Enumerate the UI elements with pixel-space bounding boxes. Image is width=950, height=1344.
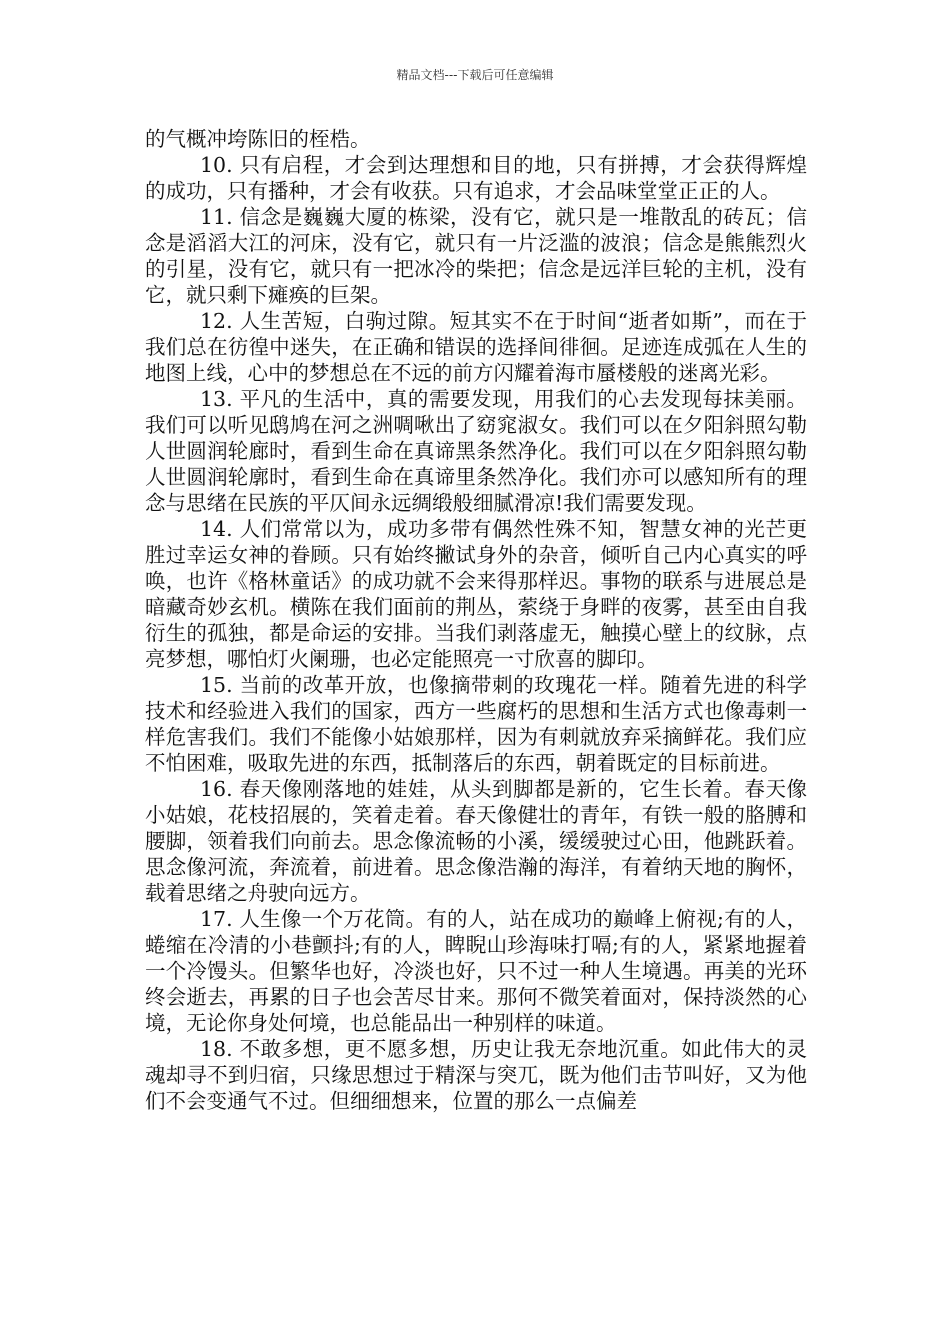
paragraph-continuation: 的气概冲垮陈旧的桎梏。 <box>145 127 371 151</box>
paragraph-18: 18. 不敢多想，更不愿多想，历史让我无奈地沉重。如此伟大的灵魂却寻不到归宿，只缘思想过于精深与突兀，既为他们击节叫好，又为他们不会变通气不过。但细细想来，位置的那么一点偏差 <box>145 1037 807 1113</box>
paragraph-17: 17. 人生像一个万花筒。有的人，站在成功的巅峰上俯视;有的人，蜷缩在冷清的小巷颤抖;有的人，睥睨山珍海味打嗝;有的人，紧紧地握着一个冷馒头。但繁华也好，冷淡也好，只不过一种人生境遇。再美的光环终会逝去，再累的日子也会苦尽甘来。那何不微笑着面对，保持淡然的心境，无论你身处何境，也总能品出一种别样的味道。 <box>145 907 807 1035</box>
paragraph-15: 15. 当前的改革开放，也像摘带刺的玫瑰花一样。随着先进的科学技术和经验进入我们的国家，西方一些腐朽的思想和生活方式也像毒刺一样危害我们。我们不能像小姑娘那样，因为有刺就放弃采摘鲜花。我们应不怕困难，吸取先进的东西，抵制落后的东西，朝着既定的目标前进。 <box>145 673 807 775</box>
paragraph-13: 13. 平凡的生活中，真的需要发现，用我们的心去发现每抹美丽。我们可以听见鸱鸠在河之洲啁啾出了窈窕淑女。我们可以在夕阳斜照勾勒人世圆润轮廊时，看到生命在真谛黑条然净化。我们可以在夕阳斜照勾勒人世圆润轮廓时，看到生命在真谛里条然净化。我们亦可以感知所有的理念与思绪在民族的平仄间永远绸缎般细腻滑凉!我们需要发现。 <box>145 387 807 515</box>
paragraph-10: 10. 只有启程，才会到达理想和目的地，只有拼搏，才会获得辉煌的成功，只有播种，才会有收获。只有追求，才会品味堂堂正正的人。 <box>145 153 807 203</box>
paragraph-14: 14. 人们常常以为，成功多带有偶然性殊不知，智慧女神的光芒更胜过幸运女神的眷顾。只有始终撇试身外的杂音，倾听自己内心真实的呼唤，也许《格林童话》的成功就不会来得那样迟。事物的联系与进展总是暗藏奇妙玄机。横陈在我们面前的荆丛，萦绕于身畔的夜雾，甚至由自我衍生的孤独，都是命运的安排。当我们剥落虚无，触摸心壁上的纹脉，点亮梦想，哪怕灯火阑珊，也必定能照亮一寸欣喜的脚印。 <box>145 517 807 671</box>
document-body <box>145 126 807 1114</box>
page-header: 精品文档---下载后可任意编辑 <box>396 68 554 82</box>
paragraph-16: 16. 春天像刚落地的娃娃，从头到脚都是新的，它生长着。春天像小姑娘，花枝招展的，笑着走着。春天像健壮的青年，有铁一般的胳膊和腰脚，领着我们向前去。思念像流畅的小溪，缓缓驶过心田，他跳跃着。思念像河流，奔流着，前进着。思念像浩瀚的海洋，有着纳天地的胸怀，载着思绪之舟驶向远方。 <box>145 777 807 905</box>
paragraph-12: 12. 人生苦短，白驹过隙。短其实不在于时间“逝者如斯”，而在于我们总在彷徨中迷失，在正确和错误的选择间徘徊。足迹连成弧在人生的地图上线，心中的梦想总在不远的前方闪耀着海市蜃楼般的迷离光彩。 <box>145 309 807 385</box>
paragraph-11: 11. 信念是巍巍大厦的栋梁，没有它，就只是一堆散乱的砖瓦；信念是滔滔大江的河床，没有它，就只有一片泛滥的波浪；信念是熊熊烈火的引星，没有它，就只有一把冰冷的柴把；信念是远洋巨轮的主机，没有它，就只剩下瘫痪的巨架。 <box>145 205 807 307</box>
